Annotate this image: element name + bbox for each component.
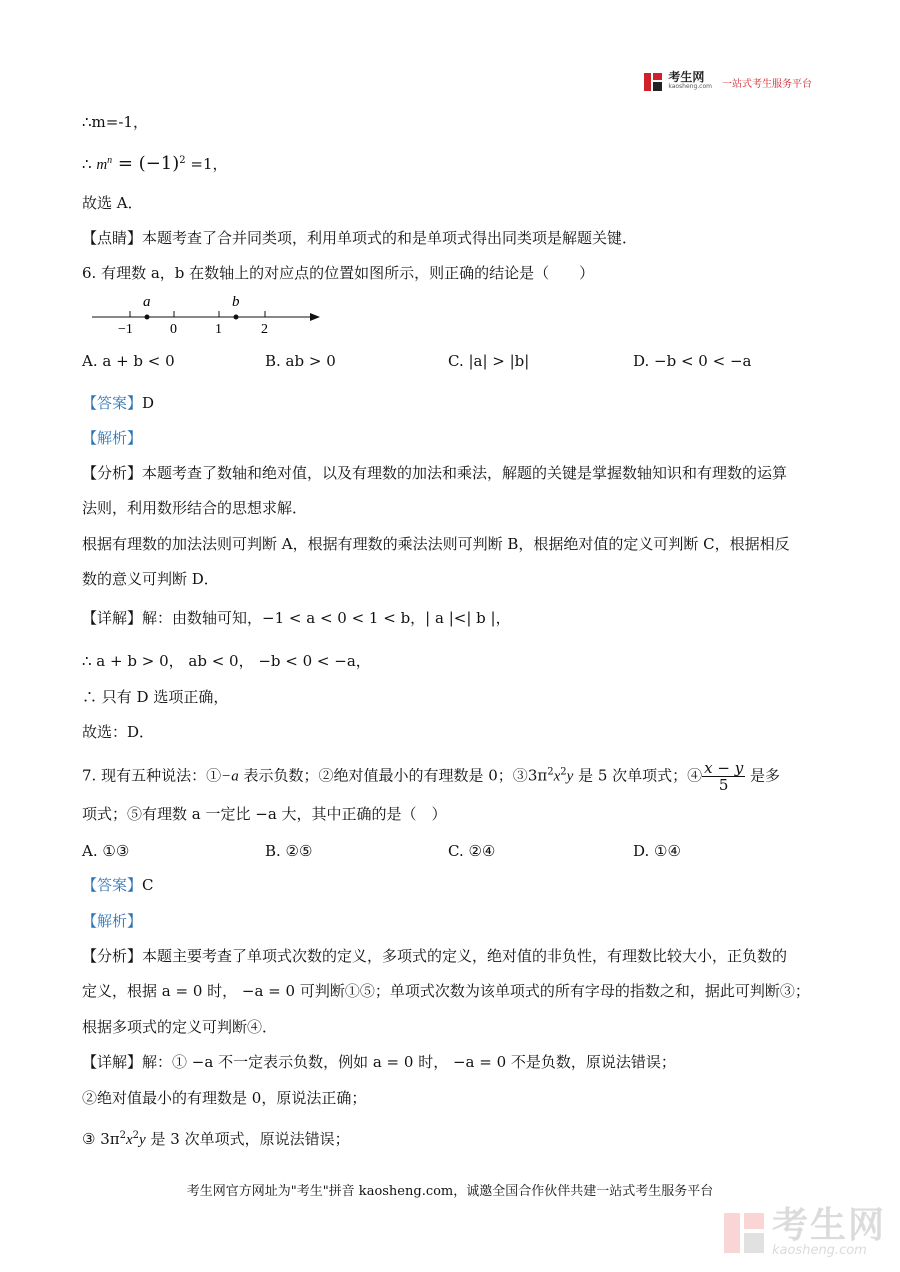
q6-analysis-tag: 【解析】 bbox=[82, 429, 143, 447]
q7-step: ②绝对值最小的有理数是 0，原说法正确； bbox=[82, 1089, 367, 1107]
header-logo bbox=[644, 72, 812, 92]
q7-analysis-cont: 定义，根据 a = 0 时， −a = 0 可判断①⑤；单项式次数为该单项式的所有字母的指数之和，据此可判断③； bbox=[82, 982, 810, 1000]
q6-step: ∴ 只有 D 选项正确， bbox=[82, 688, 229, 706]
question-7-cont: 项式；⑤有理数 a 一定比 −a 大，其中正确的是（ ） bbox=[82, 805, 447, 823]
text-line: 故选 A． bbox=[82, 194, 143, 212]
footer-text: 考生网官方网址为"考生"拼音 kaosheng.com，诚邀全国合作伙伴共建一站式考生服务平台 bbox=[186, 1184, 714, 1199]
point-a bbox=[145, 315, 150, 320]
q6-option-a: A. a + b < 0 bbox=[82, 352, 175, 370]
q7-option-d: D. ①④ bbox=[633, 842, 681, 860]
watermark bbox=[724, 1205, 886, 1258]
tick-label: −1 bbox=[118, 322, 133, 336]
logo-name: 考生网 bbox=[668, 70, 705, 84]
text-line: ∴ $m^n = (-1)^2 =1$， bbox=[82, 153, 228, 174]
label-b: b bbox=[232, 294, 240, 310]
logo-slogan: 一站式考生服务平台 bbox=[722, 78, 812, 90]
logo-url: kaosheng.com bbox=[668, 83, 712, 90]
q7-analysis-cont: 根据多项式的定义可判断④． bbox=[82, 1018, 278, 1036]
tick-label: 1 bbox=[215, 322, 222, 336]
text-line: ∴m=-1， bbox=[82, 113, 148, 131]
tip-line: 【点睛】本题考查了合并同类项，利用单项式的和是单项式得出同类项是解题关键． bbox=[82, 229, 638, 247]
logo-icon bbox=[644, 73, 662, 91]
q6-option-c: C. |a| > |b| bbox=[448, 352, 530, 370]
number-line bbox=[88, 290, 328, 336]
q6-option-b: B. ab > 0 bbox=[265, 352, 336, 370]
tick-label: 2 bbox=[261, 322, 268, 336]
question-7: 7. 现有五种说法：①−a 表示负数；②绝对值最小的有理数是 0；$③3\pi^2x^2y$ 是 5 次单项式；④ $\frac{x - y}{5}$ 是多 bbox=[82, 759, 780, 794]
watermark-logo-icon bbox=[724, 1213, 764, 1253]
q6-step: 故选：D． bbox=[82, 723, 155, 741]
point-b bbox=[234, 315, 239, 320]
tip-tag: 【点睛】 bbox=[82, 229, 143, 247]
q7-analysis-tag: 【解析】 bbox=[82, 912, 143, 930]
q6-analysis-cont: 法则，利用数形结合的思想求解． bbox=[82, 499, 308, 517]
q6-step: ∴ a + b > 0， ab < 0， −b < 0 < −a， bbox=[82, 652, 371, 670]
tick-label: 0 bbox=[170, 322, 177, 336]
fraction: $\frac{x - y}{5}$ bbox=[704, 759, 744, 794]
label-a: a bbox=[143, 294, 151, 310]
q7-answer: 【答案】C bbox=[82, 876, 154, 894]
q7-step: ③ $3\pi^2x^2y$ 是 3 次单项式，原说法错误； bbox=[82, 1130, 350, 1148]
q7-analysis: 【分析】本题主要考查了单项式次数的定义，多项式的定义，绝对值的非负性，有理数比较大小，正负数的 bbox=[82, 947, 788, 965]
q7-option-a: A. ①③ bbox=[82, 842, 130, 860]
q6-detail: 【详解】解：由数轴可知，−1 < a < 0 < 1 < b，| a |<| b |， bbox=[82, 609, 511, 627]
q7-option-b: B. ②⑤ bbox=[265, 842, 313, 860]
q6-analysis: 【分析】本题考查了数轴和绝对值，以及有理数的加法和乘法，解题的关键是掌握数轴知识和有理数的运算 bbox=[82, 464, 788, 482]
watermark-name: 考生网 bbox=[771, 1205, 886, 1246]
question-6: 6. 有理数 a，b 在数轴上的对应点的位置如图所示，则正确的结论是（ ） bbox=[82, 264, 595, 282]
watermark-url: kaosheng.com bbox=[771, 1243, 867, 1258]
q7-option-c: C. ②④ bbox=[448, 842, 496, 860]
q6-answer: 【答案】D bbox=[82, 394, 155, 412]
q6-paragraph: 根据有理数的加法法则可判断 A，根据有理数的乘法法则可判断 B，根据绝对值的定义可判断 C，根据相反 bbox=[82, 535, 790, 553]
q6-paragraph-cont: 数的意义可判断 D． bbox=[82, 570, 219, 588]
q6-option-d: D. −b < 0 < −a bbox=[633, 352, 752, 370]
q7-detail: 【详解】解：① −a 不一定表示负数，例如 a = 0 时， −a = 0 不是负数，原说法错误； bbox=[82, 1053, 676, 1071]
